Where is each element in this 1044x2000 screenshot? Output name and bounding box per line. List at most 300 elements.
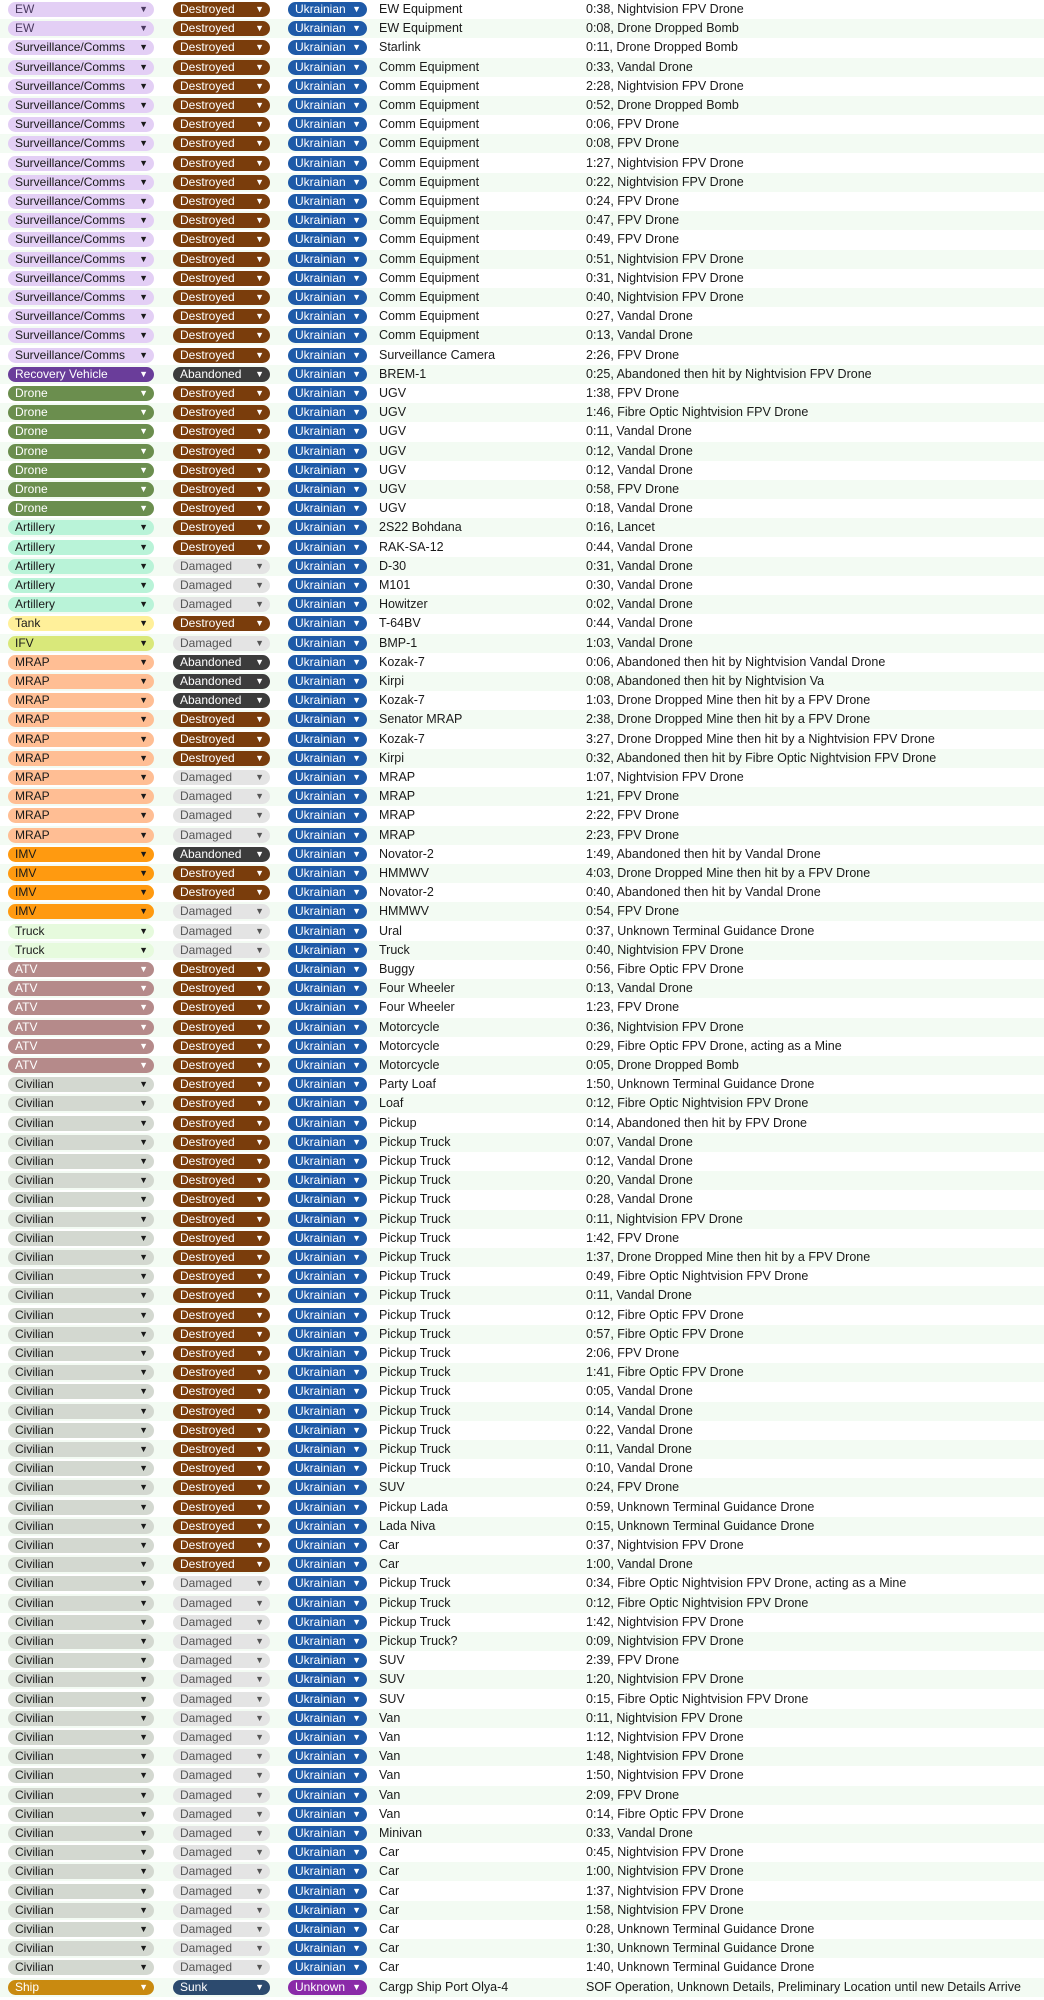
chevron-down-icon[interactable]: ▼ [352,330,361,341]
chevron-down-icon[interactable]: ▼ [255,637,264,648]
chevron-down-icon[interactable]: ▼ [352,1444,361,1454]
side-dropdown[interactable] [288,578,367,593]
category-dropdown[interactable] [8,1596,154,1611]
chevron-down-icon[interactable]: ▼ [139,522,148,533]
chevron-down-icon[interactable]: ▼ [352,4,361,14]
status-dropdown[interactable] [173,1461,270,1476]
status-dropdown[interactable] [173,175,270,190]
chevron-down-icon[interactable]: ▼ [352,1924,361,1934]
category-dropdown[interactable] [8,1116,154,1131]
chevron-down-icon[interactable]: ▼ [255,1808,264,1819]
chevron-down-icon[interactable]: ▼ [352,1328,361,1339]
category-dropdown[interactable] [8,847,154,862]
chevron-down-icon[interactable]: ▼ [139,1040,148,1051]
side-dropdown[interactable] [288,98,367,113]
chevron-down-icon[interactable]: ▼ [255,1578,264,1589]
chevron-down-icon[interactable]: ▼ [139,1002,148,1013]
status-dropdown[interactable] [173,79,270,94]
chevron-down-icon[interactable]: ▼ [255,1117,264,1128]
chevron-down-icon[interactable]: ▼ [352,253,361,264]
chevron-down-icon[interactable]: ▼ [139,560,148,571]
category-dropdown[interactable] [8,1653,154,1668]
side-dropdown[interactable] [288,1596,367,1611]
side-dropdown[interactable] [288,1941,367,1956]
status-dropdown[interactable] [173,1500,270,1515]
chevron-down-icon[interactable]: ▼ [352,848,361,859]
side-dropdown[interactable] [288,1404,367,1419]
side-dropdown[interactable] [288,1384,367,1399]
status-dropdown[interactable] [173,1941,270,1956]
chevron-down-icon[interactable]: ▼ [352,1789,361,1800]
status-dropdown[interactable] [173,1000,270,1015]
side-dropdown[interactable] [288,1826,367,1841]
side-dropdown[interactable] [288,1672,367,1687]
chevron-down-icon[interactable]: ▼ [352,1386,361,1397]
side-dropdown[interactable] [288,1288,367,1303]
chevron-down-icon[interactable]: ▼ [139,100,148,110]
chevron-down-icon[interactable]: ▼ [139,196,148,206]
category-dropdown[interactable] [8,1173,154,1188]
side-dropdown[interactable] [288,1039,367,1054]
chevron-down-icon[interactable]: ▼ [352,157,361,168]
chevron-down-icon[interactable]: ▼ [352,445,361,456]
chevron-down-icon[interactable]: ▼ [139,599,148,610]
side-dropdown[interactable] [288,981,367,996]
chevron-down-icon[interactable]: ▼ [255,1540,264,1550]
chevron-down-icon[interactable]: ▼ [139,829,148,840]
chevron-down-icon[interactable]: ▼ [139,407,148,418]
status-dropdown[interactable] [173,1653,270,1668]
chevron-down-icon[interactable]: ▼ [139,1060,148,1070]
chevron-down-icon[interactable]: ▼ [352,1271,361,1282]
chevron-down-icon[interactable]: ▼ [352,1540,361,1550]
chevron-down-icon[interactable]: ▼ [255,733,264,744]
chevron-down-icon[interactable]: ▼ [139,311,148,322]
side-dropdown[interactable] [288,1327,367,1342]
chevron-down-icon[interactable]: ▼ [255,1636,264,1646]
category-dropdown[interactable] [8,40,154,55]
side-dropdown[interactable] [288,1308,367,1323]
status-dropdown[interactable] [173,904,270,919]
chevron-down-icon[interactable]: ▼ [352,618,361,629]
status-dropdown[interactable] [173,693,270,708]
side-dropdown[interactable] [288,136,367,151]
chevron-down-icon[interactable]: ▼ [139,925,148,936]
chevron-down-icon[interactable]: ▼ [352,1693,361,1704]
chevron-down-icon[interactable]: ▼ [139,1424,148,1435]
chevron-down-icon[interactable]: ▼ [139,1079,148,1090]
status-dropdown[interactable] [173,924,270,939]
status-dropdown[interactable] [173,789,270,804]
chevron-down-icon[interactable]: ▼ [139,176,148,187]
chevron-down-icon[interactable]: ▼ [352,1828,361,1838]
chevron-down-icon[interactable]: ▼ [139,1674,148,1685]
chevron-down-icon[interactable]: ▼ [139,138,148,149]
side-dropdown[interactable] [288,1980,367,1995]
chevron-down-icon[interactable]: ▼ [352,1847,361,1858]
chevron-down-icon[interactable]: ▼ [352,810,361,821]
side-dropdown[interactable] [288,1576,367,1591]
category-dropdown[interactable] [8,328,154,343]
chevron-down-icon[interactable]: ▼ [255,791,264,802]
status-dropdown[interactable] [173,1730,270,1745]
chevron-down-icon[interactable]: ▼ [352,349,361,360]
status-dropdown[interactable] [173,21,270,36]
chevron-down-icon[interactable]: ▼ [255,1501,264,1512]
chevron-down-icon[interactable]: ▼ [139,1482,148,1493]
status-dropdown[interactable] [173,232,270,247]
chevron-down-icon[interactable]: ▼ [139,1156,148,1166]
chevron-down-icon[interactable]: ▼ [352,1213,361,1224]
chevron-down-icon[interactable]: ▼ [352,560,361,571]
chevron-down-icon[interactable]: ▼ [139,1981,148,1992]
side-dropdown[interactable] [288,1807,367,1822]
side-dropdown[interactable] [288,1864,367,1879]
chevron-down-icon[interactable]: ▼ [139,1866,148,1877]
chevron-down-icon[interactable]: ▼ [352,23,361,34]
status-dropdown[interactable] [173,60,270,75]
category-dropdown[interactable] [8,501,154,516]
category-dropdown[interactable] [8,156,154,171]
category-dropdown[interactable] [8,1749,154,1764]
category-dropdown[interactable] [8,943,154,958]
side-dropdown[interactable] [288,1519,367,1534]
side-dropdown[interactable] [288,1116,367,1131]
chevron-down-icon[interactable]: ▼ [139,1559,148,1570]
status-dropdown[interactable] [173,1039,270,1054]
category-dropdown[interactable] [8,2,154,17]
status-dropdown[interactable] [173,1135,270,1150]
chevron-down-icon[interactable]: ▼ [255,42,264,53]
chevron-down-icon[interactable]: ▼ [352,61,361,72]
category-dropdown[interactable] [8,924,154,939]
category-dropdown[interactable] [8,1020,154,1035]
chevron-down-icon[interactable]: ▼ [255,368,264,379]
status-dropdown[interactable] [173,501,270,516]
chevron-down-icon[interactable]: ▼ [255,464,264,475]
status-dropdown[interactable] [173,1116,270,1131]
status-dropdown[interactable] [173,1845,270,1860]
category-dropdown[interactable] [8,732,154,747]
category-dropdown[interactable] [8,1634,154,1649]
chevron-down-icon[interactable]: ▼ [139,1751,148,1762]
chevron-down-icon[interactable]: ▼ [139,1789,148,1800]
chevron-down-icon[interactable]: ▼ [352,1348,361,1358]
chevron-down-icon[interactable]: ▼ [352,1732,361,1742]
status-dropdown[interactable] [173,1788,270,1803]
side-dropdown[interactable] [288,943,367,958]
chevron-down-icon[interactable]: ▼ [255,292,264,302]
side-dropdown[interactable] [288,962,367,977]
chevron-down-icon[interactable]: ▼ [139,464,148,475]
category-dropdown[interactable] [8,866,154,881]
chevron-down-icon[interactable]: ▼ [352,1136,361,1147]
status-dropdown[interactable] [173,674,270,689]
chevron-down-icon[interactable]: ▼ [255,580,264,590]
chevron-down-icon[interactable]: ▼ [139,388,148,398]
chevron-down-icon[interactable]: ▼ [255,1789,264,1800]
chevron-down-icon[interactable]: ▼ [255,1175,264,1186]
chevron-down-icon[interactable]: ▼ [352,368,361,379]
category-dropdown[interactable] [8,636,154,651]
status-dropdown[interactable] [173,1692,270,1707]
status-dropdown[interactable] [173,981,270,996]
chevron-down-icon[interactable]: ▼ [352,1079,361,1090]
status-dropdown[interactable] [173,1173,270,1188]
side-dropdown[interactable] [288,1788,367,1803]
chevron-down-icon[interactable]: ▼ [352,791,361,802]
side-dropdown[interactable] [288,1442,367,1457]
chevron-down-icon[interactable]: ▼ [255,445,264,456]
category-dropdown[interactable] [8,1500,154,1515]
category-dropdown[interactable] [8,1807,154,1822]
status-dropdown[interactable] [173,1980,270,1995]
chevron-down-icon[interactable]: ▼ [139,349,148,360]
status-dropdown[interactable] [173,1634,270,1649]
category-dropdown[interactable] [8,540,154,555]
chevron-down-icon[interactable]: ▼ [255,1520,264,1531]
chevron-down-icon[interactable]: ▼ [255,1309,264,1320]
chevron-down-icon[interactable]: ▼ [352,1252,361,1262]
chevron-down-icon[interactable]: ▼ [255,1136,264,1147]
category-dropdown[interactable] [8,136,154,151]
chevron-down-icon[interactable]: ▼ [139,234,148,245]
chevron-down-icon[interactable]: ▼ [139,1501,148,1512]
chevron-down-icon[interactable]: ▼ [255,1252,264,1262]
side-dropdown[interactable] [288,1922,367,1937]
status-dropdown[interactable] [173,1269,270,1284]
status-dropdown[interactable] [173,1288,270,1303]
chevron-down-icon[interactable]: ▼ [352,1866,361,1877]
chevron-down-icon[interactable]: ▼ [352,426,361,437]
side-dropdown[interactable] [288,847,367,862]
status-dropdown[interactable] [173,962,270,977]
category-dropdown[interactable] [8,117,154,132]
chevron-down-icon[interactable]: ▼ [139,1386,148,1397]
side-dropdown[interactable] [288,1692,367,1707]
category-dropdown[interactable] [8,213,154,228]
side-dropdown[interactable] [288,540,367,555]
category-dropdown[interactable] [8,1404,154,1419]
chevron-down-icon[interactable]: ▼ [255,868,264,878]
chevron-down-icon[interactable]: ▼ [255,1924,264,1934]
chevron-down-icon[interactable]: ▼ [255,119,264,130]
side-dropdown[interactable] [288,655,367,670]
chevron-down-icon[interactable]: ▼ [255,1904,264,1915]
chevron-down-icon[interactable]: ▼ [255,1156,264,1166]
chevron-down-icon[interactable]: ▼ [139,292,148,302]
status-dropdown[interactable] [173,309,270,324]
chevron-down-icon[interactable]: ▼ [139,618,148,629]
category-dropdown[interactable] [8,1519,154,1534]
status-dropdown[interactable] [173,1308,270,1323]
chevron-down-icon[interactable]: ▼ [139,1405,148,1416]
side-dropdown[interactable] [288,405,367,420]
category-dropdown[interactable] [8,1058,154,1073]
category-dropdown[interactable] [8,808,154,823]
chevron-down-icon[interactable]: ▼ [352,1885,361,1896]
chevron-down-icon[interactable]: ▼ [139,1463,148,1474]
chevron-down-icon[interactable]: ▼ [352,637,361,648]
side-dropdown[interactable] [288,1653,367,1668]
chevron-down-icon[interactable]: ▼ [139,1328,148,1339]
chevron-down-icon[interactable]: ▼ [139,637,148,648]
chevron-down-icon[interactable]: ▼ [139,445,148,456]
chevron-down-icon[interactable]: ▼ [255,1232,264,1243]
side-dropdown[interactable] [288,1154,367,1169]
chevron-down-icon[interactable]: ▼ [352,1981,361,1992]
chevron-down-icon[interactable]: ▼ [255,1021,264,1032]
chevron-down-icon[interactable]: ▼ [139,964,148,974]
status-dropdown[interactable] [173,1672,270,1687]
chevron-down-icon[interactable]: ▼ [352,484,361,494]
side-dropdown[interactable] [288,1730,367,1745]
chevron-down-icon[interactable]: ▼ [352,1482,361,1493]
category-dropdown[interactable] [8,981,154,996]
chevron-down-icon[interactable]: ▼ [139,42,148,53]
side-dropdown[interactable] [288,751,367,766]
status-dropdown[interactable] [173,1576,270,1591]
chevron-down-icon[interactable]: ▼ [139,1616,148,1627]
status-dropdown[interactable] [173,1749,270,1764]
category-dropdown[interactable] [8,252,154,267]
status-dropdown[interactable] [173,1327,270,1342]
category-dropdown[interactable] [8,1327,154,1342]
side-dropdown[interactable] [288,1423,367,1438]
side-dropdown[interactable] [288,1500,367,1515]
chevron-down-icon[interactable]: ▼ [255,196,264,206]
chevron-down-icon[interactable]: ▼ [352,1424,361,1435]
category-dropdown[interactable] [8,1269,154,1284]
side-dropdown[interactable] [288,1192,367,1207]
category-dropdown[interactable] [8,1941,154,1956]
status-dropdown[interactable] [173,1596,270,1611]
status-dropdown[interactable] [173,1615,270,1630]
side-dropdown[interactable] [288,1768,367,1783]
side-dropdown[interactable] [288,1480,367,1495]
chevron-down-icon[interactable]: ▼ [255,848,264,859]
chevron-down-icon[interactable]: ▼ [352,272,361,283]
chevron-down-icon[interactable]: ▼ [255,349,264,360]
chevron-down-icon[interactable]: ▼ [352,580,361,590]
side-dropdown[interactable] [288,866,367,881]
side-dropdown[interactable] [288,2,367,17]
status-dropdown[interactable] [173,520,270,535]
status-dropdown[interactable] [173,1346,270,1361]
chevron-down-icon[interactable]: ▼ [352,1578,361,1589]
status-dropdown[interactable] [173,1538,270,1553]
chevron-down-icon[interactable]: ▼ [255,426,264,437]
chevron-down-icon[interactable]: ▼ [255,1981,264,1992]
chevron-down-icon[interactable]: ▼ [139,1808,148,1819]
chevron-down-icon[interactable]: ▼ [139,23,148,34]
category-dropdown[interactable] [8,1711,154,1726]
side-dropdown[interactable] [288,1231,367,1246]
side-dropdown[interactable] [288,60,367,75]
side-dropdown[interactable] [288,367,367,382]
side-dropdown[interactable] [288,732,367,747]
status-dropdown[interactable] [173,1365,270,1380]
chevron-down-icon[interactable]: ▼ [139,1175,148,1186]
side-dropdown[interactable] [288,789,367,804]
side-dropdown[interactable] [288,1135,367,1150]
status-dropdown[interactable] [173,1077,270,1092]
chevron-down-icon[interactable]: ▼ [255,1098,264,1109]
category-dropdown[interactable] [8,1884,154,1899]
status-dropdown[interactable] [173,40,270,55]
chevron-down-icon[interactable]: ▼ [352,80,361,91]
side-dropdown[interactable] [288,693,367,708]
chevron-down-icon[interactable]: ▼ [352,407,361,418]
chevron-down-icon[interactable]: ▼ [352,599,361,610]
status-dropdown[interactable] [173,1884,270,1899]
side-dropdown[interactable] [288,1845,367,1860]
side-dropdown[interactable] [288,636,367,651]
chevron-down-icon[interactable]: ▼ [139,983,148,994]
chevron-down-icon[interactable]: ▼ [352,1636,361,1646]
chevron-down-icon[interactable]: ▼ [139,1924,148,1934]
chevron-down-icon[interactable]: ▼ [352,1463,361,1474]
side-dropdown[interactable] [288,1365,367,1380]
chevron-down-icon[interactable]: ▼ [255,906,264,917]
status-dropdown[interactable] [173,751,270,766]
chevron-down-icon[interactable]: ▼ [352,1060,361,1070]
status-dropdown[interactable] [173,808,270,823]
category-dropdown[interactable] [8,904,154,919]
chevron-down-icon[interactable]: ▼ [139,1136,148,1147]
chevron-down-icon[interactable]: ▼ [139,656,148,667]
category-dropdown[interactable] [8,770,154,785]
side-dropdown[interactable] [288,828,367,843]
chevron-down-icon[interactable]: ▼ [352,503,361,514]
side-dropdown[interactable] [288,232,367,247]
status-dropdown[interactable] [173,136,270,151]
side-dropdown[interactable] [288,1269,367,1284]
chevron-down-icon[interactable]: ▼ [352,887,361,898]
chevron-down-icon[interactable]: ▼ [255,1847,264,1858]
category-dropdown[interactable] [8,1845,154,1860]
status-dropdown[interactable] [173,943,270,958]
chevron-down-icon[interactable]: ▼ [139,868,148,878]
chevron-down-icon[interactable]: ▼ [352,656,361,667]
chevron-down-icon[interactable]: ▼ [255,1405,264,1416]
chevron-down-icon[interactable]: ▼ [352,752,361,763]
chevron-down-icon[interactable]: ▼ [352,1962,361,1973]
chevron-down-icon[interactable]: ▼ [255,215,264,226]
category-dropdown[interactable] [8,1960,154,1975]
chevron-down-icon[interactable]: ▼ [352,1616,361,1627]
chevron-down-icon[interactable]: ▼ [139,1962,148,1973]
status-dropdown[interactable] [173,1058,270,1073]
chevron-down-icon[interactable]: ▼ [139,4,148,14]
side-dropdown[interactable] [288,1346,367,1361]
category-dropdown[interactable] [8,424,154,439]
status-dropdown[interactable] [173,348,270,363]
chevron-down-icon[interactable]: ▼ [139,484,148,494]
status-dropdown[interactable] [173,367,270,382]
status-dropdown[interactable] [173,444,270,459]
chevron-down-icon[interactable]: ▼ [255,752,264,763]
chevron-down-icon[interactable]: ▼ [255,1655,264,1666]
chevron-down-icon[interactable]: ▼ [139,1597,148,1608]
side-dropdown[interactable] [288,1538,367,1553]
chevron-down-icon[interactable]: ▼ [352,1597,361,1608]
status-dropdown[interactable] [173,732,270,747]
side-dropdown[interactable] [288,213,367,228]
side-dropdown[interactable] [288,1000,367,1015]
category-dropdown[interactable] [8,175,154,190]
chevron-down-icon[interactable]: ▼ [255,23,264,34]
